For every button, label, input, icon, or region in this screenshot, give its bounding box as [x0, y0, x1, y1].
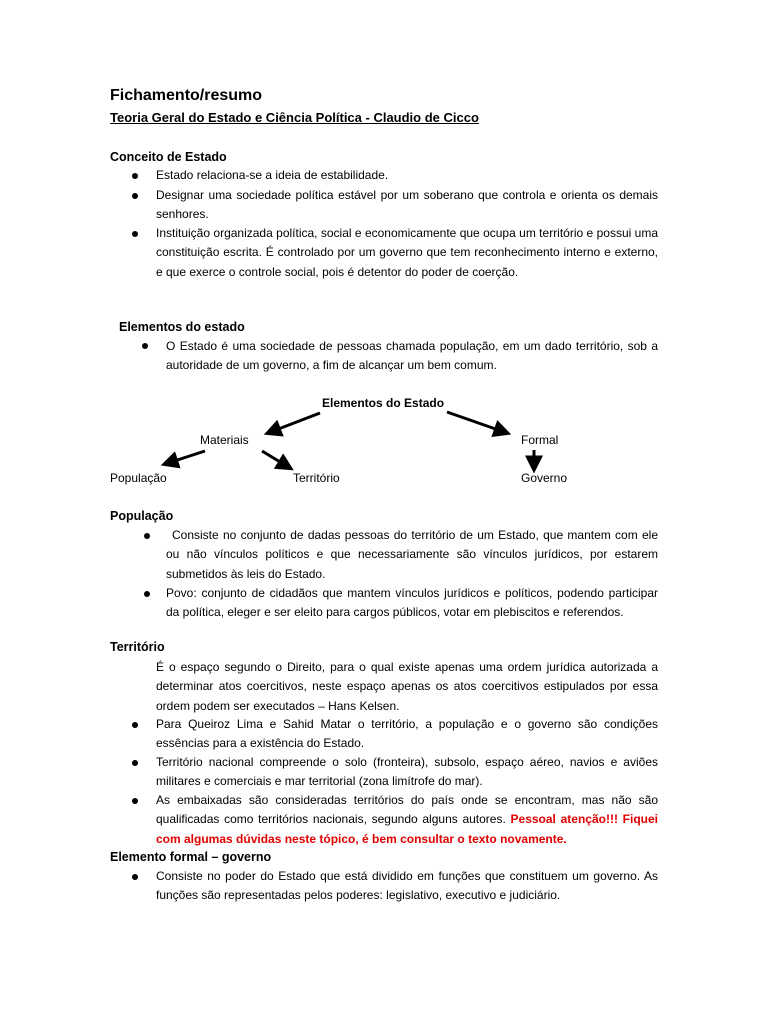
section-heading-elementos: Elementos do estado	[119, 320, 245, 334]
diagram-formal-label: Formal	[521, 433, 559, 447]
document-title: Fichamento/resumo	[110, 87, 263, 104]
list-item: Consiste no conjunto de dadas pessoas do território de um Estado, que mantem com ele ou não vínculos políticos e que necessariamente são vínculos jurídicos, por estarem submetidos às leis do Estado.	[166, 528, 658, 581]
list-item: Território nacional compreende o solo (fronteira), subsolo, espaço aéreo, navios e aviões militares e comerciais e mar territorial (zona limítrofe do mar).	[156, 755, 658, 789]
list-item: Designar uma sociedade política estável por um soberano que controla e orienta os demais senhores.	[156, 188, 658, 222]
arrow-materiais-to-populacao	[165, 451, 205, 464]
diagram-populacao-label: População	[110, 471, 167, 485]
diagram-territorio-label: Território	[293, 471, 340, 485]
diagram-root-label: Elementos do Estado	[322, 396, 445, 410]
arrow-root-to-formal	[447, 412, 507, 433]
bullet-icon	[132, 722, 138, 728]
list-item: Consiste no poder do Estado que está dividido em funções que constituem um governo. As funções são representadas pelos poderes: legislativo, executivo e judiciário.	[156, 869, 658, 903]
bullet-icon	[132, 193, 138, 199]
section-heading-populacao: População	[110, 509, 174, 523]
territorio-intro: É o espaço segundo o Direito, para o qual existe apenas uma ordem jurídica autorizada a determinar atos coercitivos, neste espaço apenas os atos coercitivos estipulados por essa ordem podem ser executados – Hans Kelsen.	[156, 660, 658, 713]
bullet-icon	[144, 591, 150, 597]
section-heading-formal: Elemento formal – governo	[110, 850, 272, 864]
list-item: Estado relaciona-se a ideia de estabilidade.	[156, 168, 389, 182]
list-item: Instituição organizada política, social e economicamente que ocupa um território e possui uma constituição escrita. É controlado por um governo que tem reconhecimento interno e externo, e que exerce o controle social, pois é detentor do poder de coerção.	[156, 226, 658, 279]
section-heading-conceito: Conceito de Estado	[110, 150, 227, 164]
arrow-root-to-materiais	[268, 413, 320, 433]
bullet-icon	[132, 874, 138, 880]
bullet-icon	[132, 231, 138, 237]
list-item: Para Queiroz Lima e Sahid Matar o território, a população e o governo são condições essências para a existência do Estado.	[156, 717, 658, 751]
bullet-icon	[142, 343, 148, 349]
attention-note: Pessoal atenção!!! Fiquei com algumas dúvidas neste tópico, é bem consultar o texto novamente.	[156, 812, 658, 846]
bullet-icon	[132, 173, 138, 179]
arrow-materiais-to-territorio	[262, 451, 290, 468]
embaixadas-text: As embaixadas são consideradas territórios do país onde se encontram, mas não são qualificadas como territórios nacionais, segundo alguns autores.	[156, 793, 658, 827]
diagram-governo-label: Governo	[521, 471, 568, 485]
bullet-icon	[132, 798, 138, 804]
list-item: Povo: conjunto de cidadãos que mantem vínculos jurídicos e políticos, podendo participar da política, eleger e ser eleito para cargos públicos, votar em plebiscitos e referendos.	[166, 586, 658, 620]
diagram-materiais-label: Materiais	[200, 433, 249, 447]
bullet-icon	[132, 760, 138, 766]
bullet-icon	[144, 533, 150, 539]
list-item: O Estado é uma sociedade de pessoas chamada população, em um dado território, sob a autoridade de um governo, a fim de alcançar um bem comum.	[166, 339, 658, 373]
document-subtitle: Teoria Geral do Estado e Ciência Política - Claudio de Cicco	[110, 110, 479, 125]
list-item	[156, 791, 658, 849]
section-heading-territorio: Território	[110, 640, 165, 654]
